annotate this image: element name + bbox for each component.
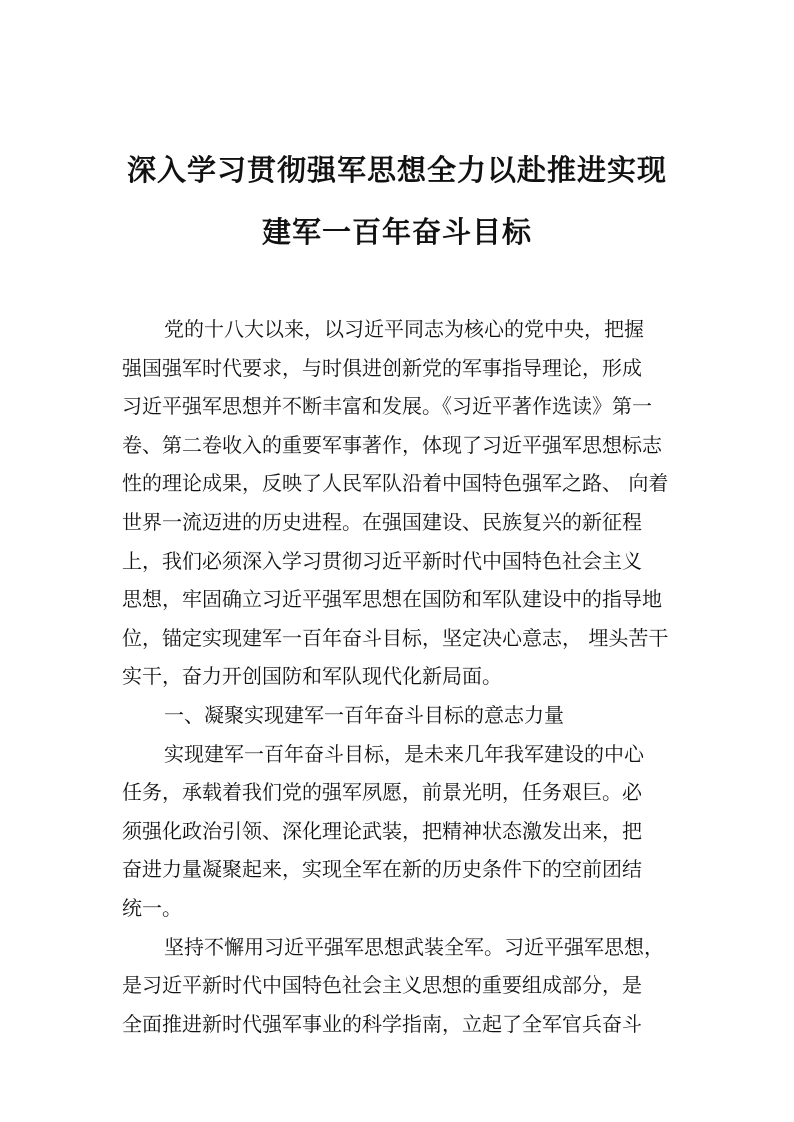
body-line: 是习近平新时代中国特色社会主义思想的重要组成部分，是 [122,973,642,998]
body-line: 统一。 [122,895,182,920]
body-line: 位，锚定实现建军一百年奋斗目标，坚定决心意志， 埋头苦干 [122,625,669,650]
body-line: 世界一流迈进的历史进程。在强国建设、民族复兴的新征程 [122,509,642,534]
body-line: 任务，承载着我们党的强军夙愿，前景光明，任务艰巨。必 [122,780,642,805]
body-line: 思想，牢固确立习近平强军思想在国防和军队建设中的指导地 [122,587,662,612]
body-line: 性的理论成果，反映了人民军队沿着中国特色强军之路、 向着 [122,471,669,496]
body-line: 党的十八大以来，以习近平同志为核心的党中央，把握 [164,317,644,341]
body-line: 习近平强军思想并不断丰富和发展。《习近平著作选读》第一 [122,394,652,419]
body-line: 实现建军一百年奋斗目标，是未来几年我军建设的中心 [164,741,644,766]
body-line: 上，我们必须深入学习贯彻习近平新时代中国特色社会主义 [122,548,642,573]
document-title-line-1: 深入学习贯彻强军思想全力以赴推进实现 [126,153,667,187]
body-line: 须强化政治引领、深化理论武装，把精神状态激发出来，把 [122,818,642,843]
body-line: 全面推进新时代强军事业的科学指南，立起了全军官兵奋斗 [122,1011,642,1036]
body-line: 实干，奋力开创国防和军队现代化新局面。 [122,664,502,689]
body-line: 坚持不懈用习近平强军思想武装全军。习近平强军思想， [164,934,664,959]
body-line: 奋进力量凝聚起来，实现全军在新的历史条件下的空前团结 [122,857,642,882]
body-line: 卷、第二卷收入的重要军事著作，体现了习近平强军思想标志 [122,432,662,457]
document-title-line-2: 建军一百年奋斗目标 [261,215,532,249]
section-heading: 一、凝聚实现建军一百年奋斗目标的意志力量 [164,702,564,727]
document-body [122,310,682,1043]
body-line: 强国强军时代要求，与时俱进创新党的军事指导理论，形成 [122,355,642,380]
